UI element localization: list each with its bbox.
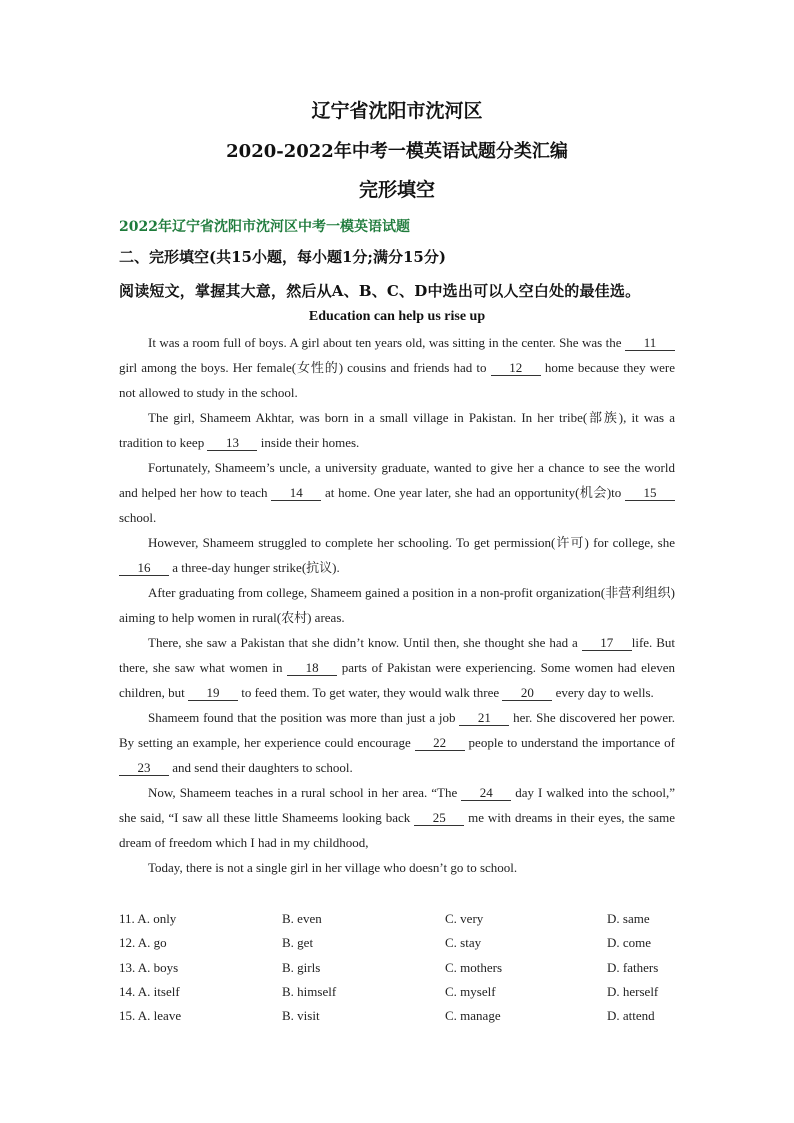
passage-text: Today, there is not a single girl in her village who doesn’t go to school. xyxy=(148,860,518,875)
option-d: D. attend xyxy=(607,1008,655,1024)
passage-text: The girl, Shameem Akhtar, was born in a small village in Pakistan. In her tribe(部族), it was a tradition to keep xyxy=(119,410,675,450)
question-row xyxy=(119,1008,679,1032)
passage-text: inside their homes. xyxy=(257,435,360,450)
doc-title-topic: 完形填空 xyxy=(358,179,435,201)
blank-17: 17 xyxy=(582,636,632,651)
option-d: D. same xyxy=(607,911,650,926)
option-b: B. girls xyxy=(282,959,321,975)
question-row xyxy=(119,960,679,984)
option-a: 15. A. leave xyxy=(119,1008,182,1024)
option-a: 11. A. only xyxy=(119,911,177,926)
passage-text: life. But there, she saw what women in xyxy=(119,635,675,675)
passage-paragraph xyxy=(119,630,675,705)
passage-paragraph xyxy=(119,530,675,580)
passage-paragraph xyxy=(119,855,675,880)
blank-19: 19 xyxy=(188,686,238,701)
blank-12: 12 xyxy=(491,361,541,376)
passage-text: After graduating from college, Shameem gained a position in a non-profit organization(非营利组织) aiming to help women in rural(农村) areas. xyxy=(119,585,675,625)
option-d: D. fathers xyxy=(607,959,659,975)
doc-title-region: 辽宁省沈阳市沈河区 xyxy=(311,100,483,122)
passage-text: girl among the boys. Her female(女性的) cousins and friends had to xyxy=(119,360,491,375)
passage-text: Now, Shameem teaches in a rural school in her area. “The xyxy=(148,785,462,800)
passage-text: home because they were not allowed to study in the school. xyxy=(119,360,675,400)
question-row xyxy=(119,935,679,959)
option-d: D. come xyxy=(607,935,652,951)
passage-text: me with dreams in their eyes, the same dream of freedom which I had in my childhood, xyxy=(119,810,675,850)
answer-options-table xyxy=(119,911,679,1032)
passage-paragraph xyxy=(119,780,675,855)
option-a: 13. A. boys xyxy=(119,959,179,975)
passage-text: to feed them. To get water, they would walk three xyxy=(237,685,503,700)
option-c: C. mothers xyxy=(445,959,503,975)
passage-body xyxy=(119,330,675,880)
blank-13: 13 xyxy=(207,436,257,451)
passage-text: parts of Pakistan were experiencing. Some women had eleven children, but xyxy=(119,660,675,700)
instruction-text: 阅读短文，掌握其大意，然后从A、B、C、D中选出可以人空白处的最佳选。 xyxy=(119,282,641,300)
passage-paragraph xyxy=(119,580,675,630)
question-row xyxy=(119,984,679,1008)
option-c: C. myself xyxy=(445,983,496,999)
exam-source-heading: 2022年辽宁省沈阳市沈河区中考一模英语试题 xyxy=(119,219,410,235)
blank-24: 24 xyxy=(461,786,511,801)
blank-18: 18 xyxy=(287,661,337,676)
option-a: 14. A. itself xyxy=(119,983,180,999)
passage-title: Education can help us rise up xyxy=(308,309,486,324)
passage-paragraph xyxy=(119,705,675,780)
passage-paragraph xyxy=(119,455,675,530)
option-d: D. herself xyxy=(607,983,659,999)
passage-text: every day to wells. xyxy=(552,685,654,700)
option-b: B. himself xyxy=(282,983,337,999)
blank-22: 22 xyxy=(415,736,465,751)
passage-text: a three-day hunger strike(抗议). xyxy=(169,560,340,575)
passage-text: day I walked into the school,” she said, “I saw all these little Shameems looking back xyxy=(119,785,675,825)
passage-text: Shameem found that the position was more than just a job xyxy=(148,710,460,725)
blank-20: 20 xyxy=(502,686,552,701)
passage-text: at home. One year later, she had an opportunity(机会)to xyxy=(321,485,625,500)
passage-text: However, Shameem struggled to complete her schooling. To get permission(许可) for college, she xyxy=(148,535,675,550)
passage-text: It was a room full of boys. A girl about ten years old, was sitting in the center. She was the xyxy=(148,335,625,350)
passage-text: There, she saw a Pakistan that she didn’t know. Until then, she thought she had a xyxy=(148,635,582,650)
passage-text: her. She discovered her power. By setting an example, her experience could encourage xyxy=(119,710,675,750)
option-c: C. stay xyxy=(445,935,482,951)
passage-paragraph xyxy=(119,330,675,405)
option-b: B. even xyxy=(282,911,322,926)
option-c: C. very xyxy=(445,911,484,926)
doc-title-collection: 2020-2022年中考一模英语试题分类汇编 xyxy=(226,141,568,162)
blank-16: 16 xyxy=(119,561,169,576)
option-c: C. manage xyxy=(445,1008,501,1024)
passage-text: people to understand the importance of xyxy=(464,735,675,750)
blank-23: 23 xyxy=(119,761,169,776)
section-heading: 二、完形填空(共15小题，每小题1分;满分15分) xyxy=(119,248,446,266)
question-row xyxy=(119,911,679,935)
blank-21: 21 xyxy=(459,711,509,726)
passage-paragraph xyxy=(119,405,675,455)
passage-text: and send their daughters to school. xyxy=(169,760,353,775)
passage-text: Fortunately, Shameem’s uncle, a university graduate, wanted to give her a chance to see the world and helped her how to teach xyxy=(119,460,675,500)
option-b: B. get xyxy=(282,935,314,951)
blank-14: 14 xyxy=(271,486,321,501)
blank-11: 11 xyxy=(625,336,675,351)
passage-text: school. xyxy=(119,510,157,525)
option-a: 12. A. go xyxy=(119,935,167,951)
option-b: B. visit xyxy=(282,1008,320,1024)
blank-15: 15 xyxy=(625,486,675,501)
blank-25: 25 xyxy=(414,811,464,826)
